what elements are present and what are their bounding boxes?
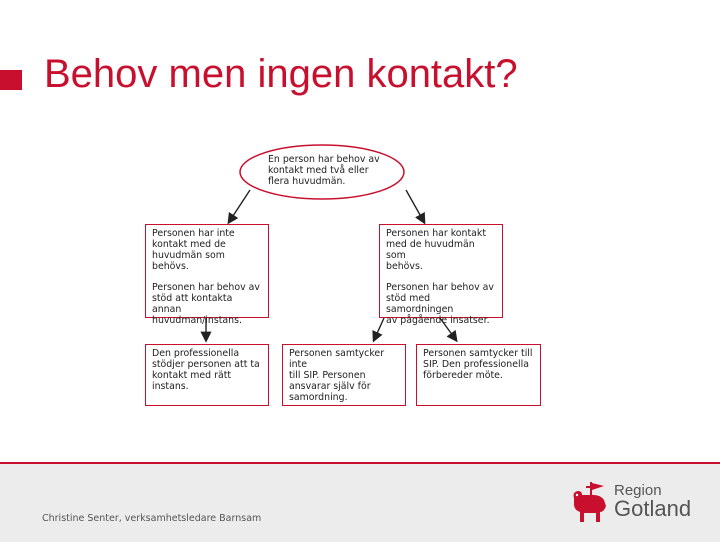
bottom-mid-line: till SIP. Personen [289, 370, 366, 381]
bottom-left-line: Den professionella [152, 348, 240, 359]
start-ellipse-text [268, 154, 398, 187]
slide-title: Behov men ingen kontakt? [44, 52, 518, 96]
right-box-line: med de huvudmän som [386, 239, 475, 261]
logo-gotland-text: Gotland [614, 496, 692, 521]
top-line: flera huvudmän. [268, 176, 346, 187]
arrow-to-right-box [406, 190, 424, 222]
bottom-left-box [145, 344, 269, 406]
right-box-line: behövs. [386, 261, 423, 272]
bottom-mid-line: ansvarar själv för [289, 381, 371, 392]
bottom-left-line: kontakt med rätt [152, 370, 232, 381]
bottom-left-line: instans. [152, 381, 189, 392]
bottom-right-box [416, 344, 541, 406]
left-box-line: huvudman/instans. [152, 315, 242, 326]
bottom-left-line: stödjer personen att ta [152, 359, 260, 370]
arrow-to-bottom-mid [374, 318, 384, 340]
footer-credit: Christine Senter, verksamhetsledare Barnsam [42, 513, 262, 524]
right-box-line: Personen har behov av [386, 282, 494, 293]
right-box [379, 224, 503, 326]
gotland-ram-icon [570, 482, 610, 524]
region-gotland-logo [570, 478, 690, 528]
bottom-mid-line: Personen samtycker inte [289, 348, 385, 370]
right-box-line: stöd med samordningen [386, 293, 454, 315]
left-box-line: stöd att kontakta annan [152, 293, 233, 315]
bottom-mid-box [282, 344, 406, 406]
bottom-right-line: Personen samtycker till [423, 348, 533, 359]
arrow-to-left-box [229, 190, 250, 222]
left-box-line: huvudmän som behövs. [152, 250, 225, 272]
bottom-right-line: förbereder möte. [423, 370, 503, 381]
bottom-right-line: SIP. Den professionella [423, 359, 529, 370]
left-box-line: Personen har inte [152, 228, 235, 239]
right-box-line: av pågående insatser. [386, 315, 490, 326]
left-box-line: kontakt med de [152, 239, 226, 250]
logo-region-text: Region [614, 482, 662, 499]
left-box-line: Personen har behov av [152, 282, 260, 293]
right-box-line: Personen har kontakt [386, 228, 487, 239]
left-box [145, 224, 269, 326]
bottom-mid-line: samordning. [289, 392, 348, 403]
top-line: kontakt med två eller [268, 165, 369, 176]
top-line: En person har behov av [268, 154, 380, 165]
